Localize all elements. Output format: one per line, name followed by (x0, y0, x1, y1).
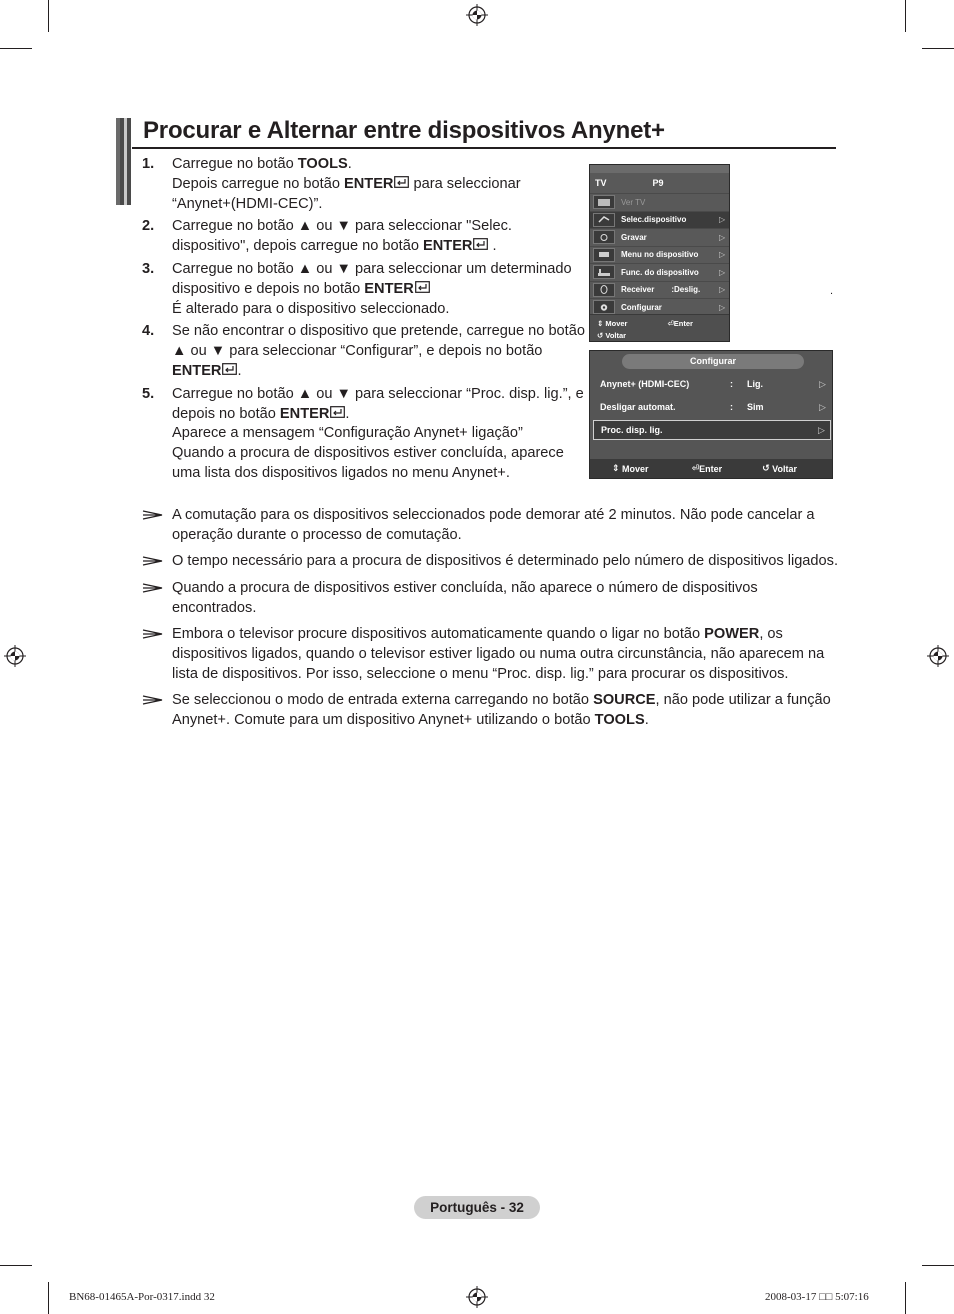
note-text (172, 625, 842, 684)
page-title: Procurar e Alternar entre dispositivos Anynet+ (143, 117, 665, 144)
step-text: Carregue no botão ▲ ou ▼ para seleccionar um determinado dispositivo e depois no botão (172, 260, 572, 297)
crop-mark (48, 0, 49, 32)
enter-icon (473, 238, 488, 250)
setting-value: Sim (747, 402, 764, 412)
note-arrow-icon (142, 691, 172, 731)
device-function-icon (593, 265, 615, 279)
button-name: TOOLS (594, 712, 645, 729)
button-name: TOOLS (297, 156, 348, 172)
note-arrow-icon (142, 552, 172, 573)
step-text: Se não encontrar o dispositivo que pretende, carregue no botão ▲ ou ▼ para seleccionar “Configurar”, e depois no botão (172, 323, 585, 360)
note-item (142, 579, 842, 619)
osd-item-label-text: Receiver (621, 285, 655, 295)
step-text: Aparece a mensagem “Configuração Anynet+ ligação” (172, 425, 523, 442)
osd-menu-item[interactable] (590, 228, 729, 246)
note-text-part: . (644, 712, 649, 729)
arrow-right-icon: ▷ (819, 378, 826, 389)
device-select-icon (593, 213, 615, 227)
enter-icon: ⏎ (667, 318, 674, 328)
step-text: “Anynet+(HDMI-CEC)”. (172, 195, 323, 212)
return-icon: ↺ (762, 463, 773, 473)
note-text-part: , não pode utilizar a função Anynet+. Comute para um dispositivo Anynet+ utilizando o botão (172, 692, 831, 729)
osd-footer (590, 459, 832, 478)
print-slug-date: 2008-03-17 □□ 5:07:16 (765, 1291, 869, 1303)
enter-icon (394, 176, 409, 188)
step-text: para seleccionar (409, 175, 521, 192)
osd-item-label: Configurar (621, 302, 662, 312)
notes-list (142, 506, 842, 737)
registration-mark-icon (466, 1286, 488, 1308)
note-item (142, 625, 842, 684)
crop-mark (0, 48, 32, 49)
arrow-right-icon: ▷ (719, 232, 726, 242)
device-menu-icon (593, 248, 615, 262)
step-text: Depois carregue no botão (172, 175, 344, 192)
setting-colon: : (730, 402, 733, 412)
button-name: ENTER (172, 362, 222, 379)
step-4 (142, 322, 590, 381)
crop-mark (0, 1265, 32, 1266)
registration-mark-icon (466, 4, 488, 26)
arrow-right-icon: ▷ (818, 424, 825, 435)
button-name: SOURCE (593, 692, 656, 709)
step-number: 2. (142, 218, 155, 235)
note-text: O tempo necessário para a procura de dispositivos é determinado pelo número de dispositivos ligados. (172, 553, 839, 570)
title-underline (132, 147, 836, 149)
setting-key: Anynet+ (HDMI-CEC) (600, 379, 690, 389)
configurar-menu-screenshot (589, 350, 833, 479)
osd-footer (590, 314, 729, 341)
enter-icon: ⏎ (691, 463, 700, 473)
tv-icon (593, 195, 615, 209)
arrow-right-icon: ▷ (719, 215, 726, 225)
crop-mark (922, 1265, 954, 1266)
note-text (172, 691, 842, 731)
step-text: . (237, 362, 242, 379)
note-item (142, 552, 842, 573)
print-slug-file: BN68-01465A-Por-0317.indd 32 (69, 1291, 215, 1303)
step-text: . (488, 238, 497, 255)
button-name: ENTER (279, 405, 330, 422)
up-down-icon: ⇕ (597, 318, 606, 328)
crop-mark (48, 1282, 49, 1314)
osd-menu-item[interactable] (590, 263, 729, 281)
osd-item-label: Ver TV (621, 197, 646, 207)
step-text: Carregue no botão ▲ ou ▼ para seleccionar "Selec. dispositivo", depois carregue no botão (172, 218, 512, 255)
enter-icon (330, 406, 345, 418)
step-number: 3. (142, 260, 155, 277)
osd-channel-label: P9 (652, 178, 664, 188)
note-item (142, 691, 842, 731)
button-name: POWER (704, 626, 760, 643)
title-accent-bar (116, 118, 131, 205)
tools-menu-screenshot (589, 164, 730, 342)
osd-setting-row[interactable] (593, 420, 831, 440)
osd-item-label: Menu no dispositivo (621, 250, 699, 260)
osd-item-label (621, 285, 719, 294)
osd-item-label: Gravar (621, 232, 647, 242)
stray-dot: . (830, 285, 834, 297)
button-name: ENTER (423, 238, 473, 255)
note-text-part: Se seleccionou o modo de entrada externa carregando no botão (172, 692, 594, 709)
note-arrow-icon (142, 506, 172, 546)
note-arrow-icon (142, 625, 172, 684)
osd-setting-row[interactable] (593, 374, 831, 394)
arrow-right-icon: ▷ (719, 250, 726, 260)
step-1 (142, 155, 590, 214)
arrow-right-icon: ▷ (719, 285, 726, 295)
enter-icon (222, 363, 237, 375)
step-2 (142, 217, 590, 257)
arrow-right-icon: ▷ (719, 267, 726, 277)
note-text: A comutação para os dispositivos seleccionados pode demorar até 2 minutos. Não pode cancelar a operação durante o processo de comutação. (172, 507, 815, 543)
step-text: . (347, 156, 352, 172)
osd-menu-item[interactable] (590, 298, 729, 316)
setting-key: Proc. disp. lig. (601, 425, 663, 435)
osd-item-label: Selec.dispositivo (621, 215, 687, 225)
osd-menu-item[interactable] (590, 211, 729, 229)
arrow-right-icon: ▷ (819, 401, 826, 412)
step-text: Quando a procura de dispositivos estiver concluída, aparece uma lista dos dispositivos ligados no menu Anynet+. (172, 445, 564, 481)
footer-move-label: Mover (622, 463, 649, 474)
step-number: 1. (142, 156, 155, 172)
step-number: 5. (142, 385, 155, 402)
record-icon (593, 230, 615, 244)
osd-menu-item[interactable] (590, 281, 729, 299)
setting-colon: : (730, 379, 733, 389)
settings-icon (593, 300, 615, 314)
osd-menu-item[interactable] (590, 246, 729, 264)
osd-setting-row[interactable] (593, 397, 831, 417)
crop-mark (922, 48, 954, 49)
footer-enter-label: Enter (699, 463, 723, 474)
page-number-badge: Português - 32 (414, 1196, 540, 1219)
anynet-logo-strip (590, 165, 729, 173)
steps-list (142, 155, 590, 487)
footer-enter-label: Enter (673, 318, 693, 328)
step-text: É alterado para o dispositivo seleccionado. (172, 300, 450, 317)
step-text: Carregue no botão ▲ ou ▼ para seleccionar “Proc. disp. lig.”, e depois no botão (172, 385, 584, 422)
step-5 (142, 385, 590, 484)
osd-item-value: :Deslig. (671, 285, 701, 295)
arrow-right-icon: ▷ (719, 302, 726, 312)
note-item (142, 506, 842, 546)
up-down-icon: ⇕ (612, 463, 623, 473)
osd-menu-item[interactable] (590, 193, 729, 211)
step-3 (142, 260, 590, 319)
step-text: Carregue no botão (172, 156, 298, 172)
note-text-part: Embora o televisor procure dispositivos automaticamente quando o ligar no botão (172, 626, 705, 643)
osd-header (590, 173, 729, 193)
setting-value: Lig. (747, 379, 763, 389)
setting-key: Desligar automat. (600, 402, 676, 412)
note-arrow-icon (142, 579, 172, 619)
osd-item-label: Func. do dispositivo (621, 267, 699, 277)
enter-icon (415, 281, 430, 293)
crop-mark (905, 1282, 906, 1314)
button-name: ENTER (344, 175, 394, 192)
receiver-icon (593, 283, 615, 297)
footer-back-label: Voltar (772, 463, 798, 474)
registration-mark-icon (927, 645, 949, 667)
footer-back-label: Voltar (605, 330, 627, 340)
step-number: 4. (142, 323, 155, 340)
note-text-part: , os dispositivos ligados, quando o televisor estiver ligado ou numa outra circunstância, não aparecem na lista de dispositivos. Por isso, seleccione o menu “Proc. disp. lig.” para procurar os dispositivos. (172, 626, 825, 683)
footer-move-label: Mover (605, 318, 628, 328)
note-text: Quando a procura de dispositivos estiver concluída, não aparece o número de dispositivos encontrados. (172, 580, 758, 617)
osd-menu-title: Configurar (622, 354, 804, 369)
step-text: . (345, 405, 350, 422)
crop-mark (905, 0, 906, 32)
osd-source-label: TV (595, 178, 607, 188)
return-icon: ↺ (597, 330, 606, 340)
registration-mark-icon (4, 645, 26, 667)
button-name: ENTER (364, 280, 414, 297)
